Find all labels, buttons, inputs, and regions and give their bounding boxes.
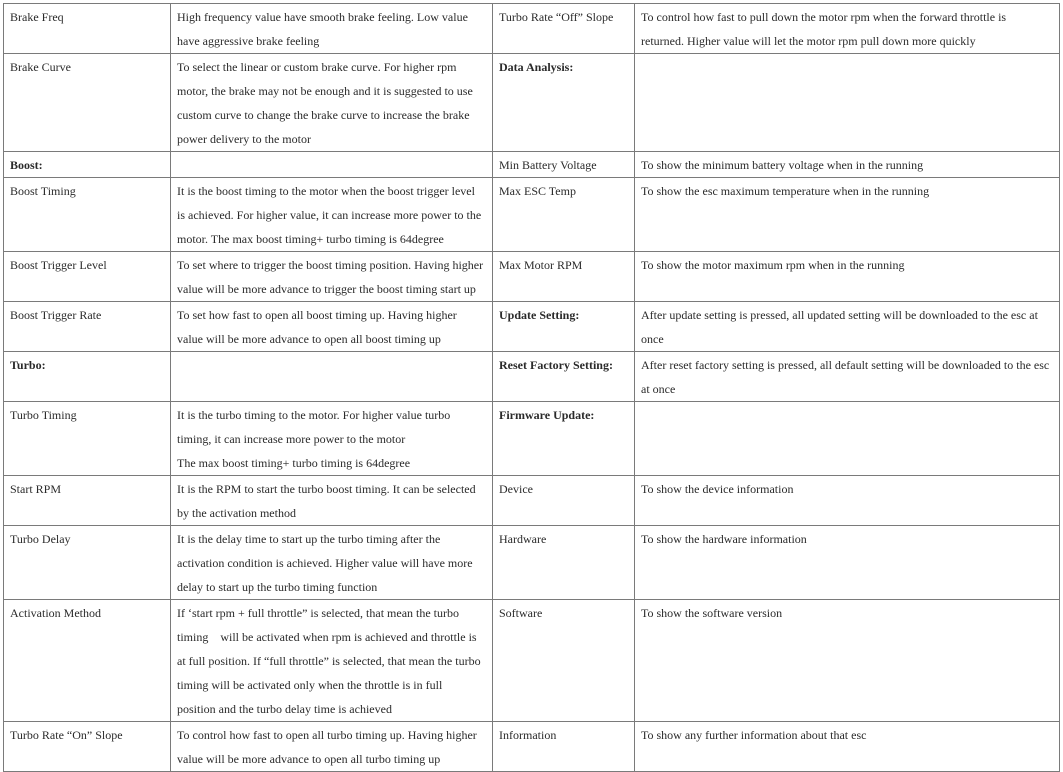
section-heading: Update Setting:: [493, 302, 635, 352]
setting-name: Turbo Rate “Off” Slope: [493, 4, 635, 54]
table-row: [4, 526, 1060, 600]
setting-description: To show the minimum battery voltage when in the running: [635, 152, 1060, 178]
empty-cell: [635, 402, 1060, 476]
setting-description: After update setting is pressed, all updated setting will be downloaded to the esc at once: [635, 302, 1060, 352]
table-row: [4, 402, 1060, 476]
setting-name: Device: [493, 476, 635, 526]
empty-cell: [635, 54, 1060, 152]
setting-description: To show any further information about that esc: [635, 722, 1060, 772]
section-heading: Turbo:: [4, 352, 171, 402]
setting-description: To control how fast to open all turbo timing up. Having higher value will be more advance to open all turbo timing up: [171, 722, 493, 772]
setting-description: To show the device information: [635, 476, 1060, 526]
setting-name: Turbo Timing: [4, 402, 171, 476]
table-row: [4, 302, 1060, 352]
setting-name: Information: [493, 722, 635, 772]
section-heading: Reset Factory Setting:: [493, 352, 635, 402]
section-heading: Data Analysis:: [493, 54, 635, 152]
setting-description: It is the boost timing to the motor when the boost trigger level is achieved. For higher value, it can increase more power to the motor. The max boost timing+ turbo timing is 64degree: [171, 178, 493, 252]
setting-description: If ‘start rpm + full throttle” is selected, that mean the turbo timing will be activated when rpm is achieved and throttle is at full position. If “full throttle” is selected, that mean the turbo timing will be activated only when the throttle is in full position and the turbo delay time is achieved: [171, 600, 493, 722]
section-heading: Boost:: [4, 152, 171, 178]
table-row: [4, 352, 1060, 402]
table-row: [4, 4, 1060, 54]
setting-name: Boost Trigger Rate: [4, 302, 171, 352]
setting-name: Max Motor RPM: [493, 252, 635, 302]
setting-description: To show the esc maximum temperature when in the running: [635, 178, 1060, 252]
setting-description: To set how fast to open all boost timing up. Having higher value will be more advance to open all boost timing up: [171, 302, 493, 352]
table-row: [4, 178, 1060, 252]
setting-description: To show the motor maximum rpm when in the running: [635, 252, 1060, 302]
table-row: [4, 252, 1060, 302]
table-row: [4, 476, 1060, 526]
setting-name: Hardware: [493, 526, 635, 600]
empty-cell: [171, 352, 493, 402]
empty-cell: [171, 152, 493, 178]
setting-name: Turbo Rate “On” Slope: [4, 722, 171, 772]
section-heading: Firmware Update:: [493, 402, 635, 476]
setting-name: Min Battery Voltage: [493, 152, 635, 178]
table-row: [4, 722, 1060, 772]
setting-description: High frequency value have smooth brake feeling. Low value have aggressive brake feeling: [171, 4, 493, 54]
setting-description: To control how fast to pull down the motor rpm when the forward throttle is returned. Higher value will let the motor rpm pull down more quickly: [635, 4, 1060, 54]
setting-name: Brake Curve: [4, 54, 171, 152]
setting-description: To show the software version: [635, 600, 1060, 722]
setting-description: It is the turbo timing to the motor. For higher value turbo timing, it can increase more power to the motor The max boost timing+ turbo timing is 64degree: [171, 402, 493, 476]
setting-description: To show the hardware information: [635, 526, 1060, 600]
table-row: [4, 600, 1060, 722]
setting-name: Activation Method: [4, 600, 171, 722]
setting-name: Max ESC Temp: [493, 178, 635, 252]
setting-description: After reset factory setting is pressed, all default setting will be downloaded to the esc at once: [635, 352, 1060, 402]
table-row: [4, 152, 1060, 178]
table-row: [4, 54, 1060, 152]
setting-name: Boost Trigger Level: [4, 252, 171, 302]
setting-name: Turbo Delay: [4, 526, 171, 600]
setting-name: Software: [493, 600, 635, 722]
setting-description: It is the RPM to start the turbo boost timing. It can be selected by the activation method: [171, 476, 493, 526]
setting-description: To select the linear or custom brake curve. For higher rpm motor, the brake may not be enough and it is suggested to use custom curve to change the brake curve to increase the brake power delivery to the motor: [171, 54, 493, 152]
setting-name: Boost Timing: [4, 178, 171, 252]
setting-name: Start RPM: [4, 476, 171, 526]
setting-name: Brake Freq: [4, 4, 171, 54]
setting-description: It is the delay time to start up the turbo timing after the activation condition is achieved. Higher value will have more delay to start up the turbo timing function: [171, 526, 493, 600]
settings-table: [3, 3, 1060, 772]
setting-description: To set where to trigger the boost timing position. Having higher value will be more advance to trigger the boost timing start up: [171, 252, 493, 302]
